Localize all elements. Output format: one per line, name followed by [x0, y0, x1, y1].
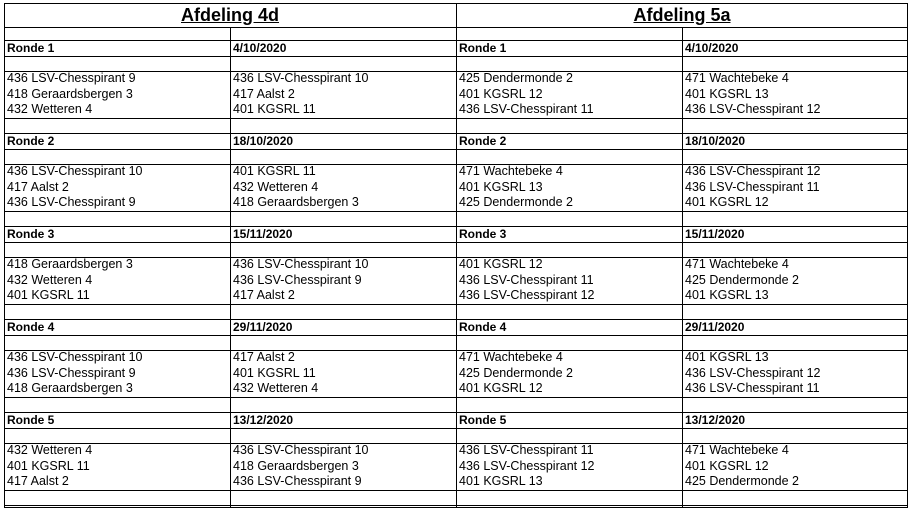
round-label: Ronde 2 [459, 133, 507, 148]
team-name: 401 KGSRL 12 [459, 381, 543, 395]
row-line [4, 149, 908, 150]
team-name: 401 KGSRL 11 [233, 102, 316, 116]
row-line [4, 118, 908, 119]
team-name: 417 Aalst 2 [233, 86, 295, 101]
team-name: 401 KGSRL 11 [233, 164, 316, 178]
team-name: 436 LSV-Chesspirant 10 [233, 71, 369, 85]
round-date: 13/12/2020 [233, 412, 294, 427]
team-name: 471 Wachtebeke 4 [685, 71, 789, 85]
team-name: 418 Geraardsbergen 3 [7, 257, 133, 271]
team-name: 436 LSV-Chesspirant 9 [7, 195, 136, 209]
team-name: 401 KGSRL 11 [233, 365, 316, 380]
team-name: 436 LSV-Chesspirant 10 [7, 164, 143, 178]
round-date: 15/11/2020 [685, 226, 745, 241]
round-label: Ronde 1 [459, 40, 507, 55]
row-line [4, 505, 908, 506]
team-name: 401 KGSRL 11 [7, 458, 90, 473]
team-name: 432 Wetteren 4 [233, 179, 319, 194]
row-line [4, 211, 908, 212]
team-name: 436 LSV-Chesspirant 12 [459, 288, 595, 302]
team-name: 425 Dendermonde 2 [459, 71, 573, 85]
team-name: 436 LSV-Chesspirant 10 [233, 257, 369, 271]
round-date: 18/10/2020 [233, 133, 294, 148]
team-name: 401 KGSRL 12 [459, 257, 543, 271]
team-name: 401 KGSRL 11 [7, 288, 90, 302]
team-name: 436 LSV-Chesspirant 9 [7, 71, 136, 85]
team-name: 425 Dendermonde 2 [685, 272, 799, 287]
team-name: 418 Geraardsbergen 3 [233, 458, 359, 473]
team-name: 436 LSV-Chesspirant 9 [233, 272, 362, 287]
team-name: 417 Aalst 2 [233, 288, 295, 302]
team-name: 417 Aalst 2 [7, 474, 69, 488]
team-name: 432 Wetteren 4 [7, 443, 93, 457]
team-name: 471 Wachtebeke 4 [685, 443, 789, 457]
team-name: 418 Geraardsbergen 3 [7, 86, 133, 101]
round-label: Ronde 3 [7, 226, 55, 241]
round-label: Ronde 5 [459, 412, 507, 427]
round-date: 13/12/2020 [685, 412, 746, 427]
team-name: 436 LSV-Chesspirant 11 [459, 272, 594, 287]
row-line [4, 490, 908, 491]
team-name: 436 LSV-Chesspirant 12 [685, 365, 821, 380]
division-title: Afdeling 5a [633, 5, 731, 25]
round-label: Ronde 1 [7, 40, 55, 55]
row-line [4, 56, 908, 57]
team-name: 418 Geraardsbergen 3 [7, 381, 133, 395]
team-name: 417 Aalst 2 [7, 179, 69, 194]
team-name: 471 Wachtebeke 4 [459, 350, 563, 364]
team-name: 401 KGSRL 13 [685, 86, 769, 101]
team-name: 436 LSV-Chesspirant 11 [459, 102, 594, 116]
row-line [4, 335, 908, 336]
team-name: 401 KGSRL 13 [685, 288, 769, 302]
team-name: 425 Dendermonde 2 [459, 365, 573, 380]
row-line [4, 27, 908, 28]
team-name: 417 Aalst 2 [233, 350, 295, 364]
team-name: 436 LSV-Chesspirant 12 [685, 102, 821, 116]
round-date: 29/11/2020 [685, 319, 745, 334]
row-line [4, 304, 908, 305]
division-title: Afdeling 4d [181, 5, 279, 25]
round-label: Ronde 4 [7, 319, 55, 334]
round-date: 4/10/2020 [685, 40, 739, 55]
team-name: 436 LSV-Chesspirant 12 [459, 458, 595, 473]
team-name: 401 KGSRL 12 [685, 195, 769, 209]
team-name: 471 Wachtebeke 4 [459, 164, 563, 178]
round-label: Ronde 2 [7, 133, 55, 148]
team-name: 401 KGSRL 13 [685, 350, 769, 364]
team-name: 436 LSV-Chesspirant 9 [7, 365, 136, 380]
row-line [4, 397, 908, 398]
round-date: 18/10/2020 [685, 133, 746, 148]
team-name: 432 Wetteren 4 [7, 102, 93, 116]
team-name: 418 Geraardsbergen 3 [233, 195, 359, 209]
team-name: 432 Wetteren 4 [233, 381, 319, 395]
round-label: Ronde 3 [459, 226, 507, 241]
schedule-table [4, 3, 908, 508]
row-line [4, 242, 908, 243]
row-line [4, 428, 908, 429]
round-label: Ronde 5 [7, 412, 55, 427]
round-date: 15/11/2020 [233, 226, 293, 241]
team-name: 471 Wachtebeke 4 [685, 257, 789, 271]
team-name: 432 Wetteren 4 [7, 272, 93, 287]
round-date: 29/11/2020 [233, 319, 293, 334]
team-name: 436 LSV-Chesspirant 11 [459, 443, 594, 457]
round-label: Ronde 4 [459, 319, 507, 334]
team-name: 401 KGSRL 13 [459, 179, 543, 194]
team-name: 436 LSV-Chesspirant 12 [685, 164, 821, 178]
team-name: 425 Dendermonde 2 [459, 195, 573, 209]
team-name: 401 KGSRL 13 [459, 474, 543, 488]
team-name: 436 LSV-Chesspirant 9 [233, 474, 362, 488]
team-name: 436 LSV-Chesspirant 10 [233, 443, 369, 457]
round-date: 4/10/2020 [233, 40, 287, 55]
team-name: 401 KGSRL 12 [459, 86, 543, 101]
team-name: 436 LSV-Chesspirant 11 [685, 381, 820, 395]
team-name: 401 KGSRL 12 [685, 458, 769, 473]
team-name: 436 LSV-Chesspirant 11 [685, 179, 820, 194]
team-name: 425 Dendermonde 2 [685, 474, 799, 488]
team-name: 436 LSV-Chesspirant 10 [7, 350, 143, 364]
